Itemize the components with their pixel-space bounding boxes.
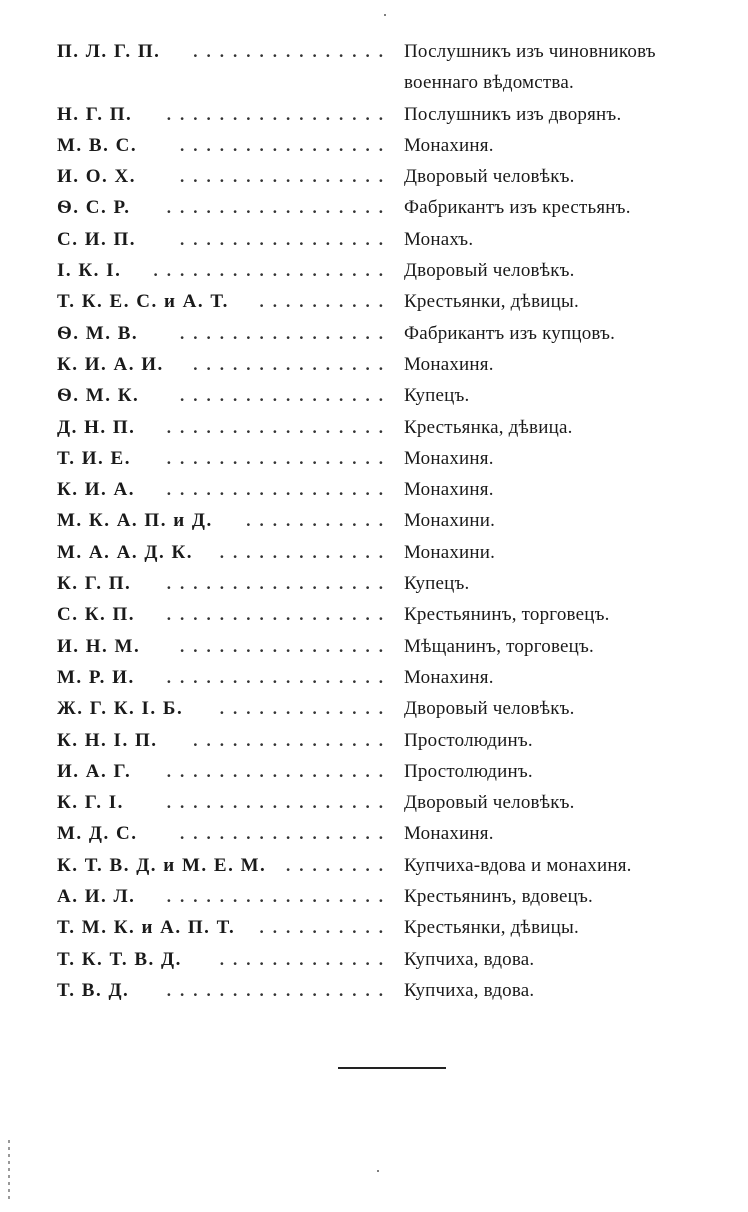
dot-leader: ................ — [180, 323, 392, 343]
dot-leader: ................. — [166, 448, 392, 468]
entry-row — [0, 912, 748, 943]
dot-leader: ............... — [193, 354, 392, 374]
entry-description: Мѣщанинъ, торговецъ. — [404, 635, 595, 657]
entry-description: Монахиня. — [404, 479, 494, 501]
dot-leader: ............. — [219, 542, 392, 562]
entry-description: Крестьянки, дѣвицы. — [404, 917, 579, 939]
entry-description: Фабрикантъ изъ крестьянъ. — [404, 197, 631, 219]
entry-row — [0, 318, 748, 349]
entry-description: Дворовый человѣкъ. — [404, 698, 575, 720]
entry-row — [0, 474, 748, 505]
dot-leader: ................. — [166, 574, 392, 594]
entry-description: Монахъ. — [404, 228, 474, 250]
entry-row — [0, 818, 748, 849]
dot-leader: ........... — [246, 511, 392, 531]
dot-leader: ................ — [180, 167, 392, 187]
entry-row — [0, 881, 748, 912]
entry-description: Монахиня. — [404, 134, 494, 156]
entry-description: Простолюдинъ. — [404, 760, 533, 782]
dot-leader: ................ — [180, 229, 392, 249]
entry-description: Монахиня. — [404, 823, 494, 845]
section-end-rule — [338, 1067, 446, 1069]
dot-leader: ................. — [166, 104, 392, 124]
entry-initials: А. И. Л. — [57, 886, 136, 908]
entry-initials: М. А. А. Д. К. — [57, 541, 193, 563]
entry-initials: Т. М. К. и А. П. Т. — [57, 917, 236, 939]
entry-description: Монахиня. — [404, 353, 494, 375]
entry-description: Крестьянки, дѣвицы. — [404, 291, 579, 313]
entry-row — [0, 255, 748, 286]
entry-row — [0, 224, 748, 255]
entry-description: Купецъ. — [404, 385, 470, 407]
entry-initials: К. Н. І. П. — [57, 729, 158, 751]
dot-leader: ................. — [166, 793, 392, 813]
entry-row — [0, 99, 748, 130]
entry-row — [0, 286, 748, 317]
dot-leader: .......... — [259, 292, 392, 312]
entry-description: Крестьянка, дѣвица. — [404, 416, 573, 438]
entry-initials: Т. И. Е. — [57, 447, 131, 469]
entry-row — [0, 36, 748, 99]
entry-row — [0, 130, 748, 161]
entry-description: Дворовый человѣкъ. — [404, 166, 575, 188]
print-speck — [384, 14, 386, 16]
dot-leader: ................. — [166, 887, 392, 907]
entry-initials: Т. К. Е. С. и А. Т. — [57, 291, 229, 313]
entry-description: Купчиха, вдова. — [404, 979, 535, 1001]
entry-description: Простолюдинъ. — [404, 729, 533, 751]
entry-row — [0, 380, 748, 411]
dot-leader: ................. — [166, 198, 392, 218]
entry-initials: Д. Н. П. — [57, 416, 136, 438]
entry-row — [0, 693, 748, 724]
entry-description: Монахиня. — [404, 666, 494, 688]
dot-leader: ............. — [219, 949, 392, 969]
entry-initials: И. Н. М. — [57, 635, 141, 657]
entry-description: Дворовый человѣкъ. — [404, 260, 575, 282]
dot-leader: ................ — [180, 636, 392, 656]
dot-leader: ................. — [166, 605, 392, 625]
entry-description: Фабрикантъ изъ купцовъ. — [404, 322, 616, 344]
print-speck — [377, 1170, 379, 1172]
entry-row — [0, 975, 748, 1006]
dot-leader: ................ — [180, 824, 392, 844]
entry-initials: Н. Г. П. — [57, 103, 133, 125]
entry-description: Монахини. — [404, 541, 496, 563]
entry-description: Купецъ. — [404, 573, 470, 595]
entry-initials: Ж. Г. К. І. Б. — [57, 698, 184, 720]
entry-initials: К. Г. І. — [57, 792, 124, 814]
entry-initials: И. О. Х. — [57, 166, 137, 188]
entry-initials: С. К. П. — [57, 604, 136, 626]
dot-leader: ................. — [166, 667, 392, 687]
entry-initials: Ѳ. С. Р. — [57, 197, 131, 219]
entry-initials: Т. К. Т. В. Д. — [57, 948, 182, 970]
dot-leader: ........ — [286, 855, 392, 875]
dot-leader: ................ — [180, 386, 392, 406]
entry-initials: И. А. Г. — [57, 760, 132, 782]
dot-leader: .................. — [153, 261, 392, 281]
dot-leader: ................. — [166, 480, 392, 500]
dot-leader: ................. — [166, 980, 392, 1000]
entry-description: Дворовый человѣкъ. — [404, 792, 575, 814]
entry-description: Монахиня. — [404, 447, 494, 469]
entry-row — [0, 631, 748, 662]
entry-initials: С. И. П. — [57, 228, 137, 250]
entry-description: Послушникъ изъ дворянъ. — [404, 103, 622, 125]
entry-row — [0, 725, 748, 756]
entry-row — [0, 662, 748, 693]
entry-row — [0, 756, 748, 787]
entry-description: Крестьянинъ, вдовецъ. — [404, 886, 593, 908]
dot-leader: ............. — [219, 699, 392, 719]
entry-row — [0, 599, 748, 630]
dot-leader: ................. — [166, 761, 392, 781]
entry-row — [0, 787, 748, 818]
entry-initials: Ѳ. М. В. — [57, 322, 139, 344]
entry-initials: М. Д. С. — [57, 823, 138, 845]
entry-initials: М. К. А. П. и Д. — [57, 510, 213, 532]
entry-description: Послушникъ изъ чиновниковъ военнаго вѣдомства. — [404, 41, 656, 94]
entry-description: Монахини. — [404, 510, 496, 532]
entry-initials: К. И. А. — [57, 479, 136, 501]
entry-initials: К. Т. В. Д. и М. Е. М. — [57, 854, 267, 876]
entry-row — [0, 505, 748, 536]
entry-description: Крестьянинъ, торговецъ. — [404, 604, 610, 626]
dot-leader: ............... — [193, 730, 392, 750]
entry-row — [0, 412, 748, 443]
entry-initials: М. В. С. — [57, 134, 138, 156]
entry-initials: Ѳ. М. К. — [57, 385, 140, 407]
page-edge-mark — [8, 1140, 10, 1200]
entry-row — [0, 537, 748, 568]
entry-initials: І. К. І. — [57, 260, 122, 282]
entry-initials: П. Л. Г. П. — [57, 41, 161, 62]
entry-row — [0, 349, 748, 380]
entry-list — [0, 36, 748, 1006]
entry-row — [0, 443, 748, 474]
entry-initials: К. И. А. И. — [57, 353, 164, 375]
entry-initials: Т. В. Д. — [57, 979, 130, 1001]
entry-row — [0, 944, 748, 975]
entry-initials: К. Г. П. — [57, 573, 132, 595]
entry-row — [0, 192, 748, 223]
dot-leader: ............... — [193, 42, 392, 61]
dot-leader: .......... — [259, 918, 392, 938]
dot-leader: ................. — [166, 417, 392, 437]
entry-row — [0, 161, 748, 192]
dot-leader: ................ — [180, 135, 392, 155]
entry-row — [0, 568, 748, 599]
entry-row — [0, 850, 748, 881]
entry-description: Купчиха, вдова. — [404, 948, 535, 970]
entry-initials: М. Р. И. — [57, 666, 135, 688]
entry-description: Купчиха-вдова и монахиня. — [404, 854, 632, 876]
